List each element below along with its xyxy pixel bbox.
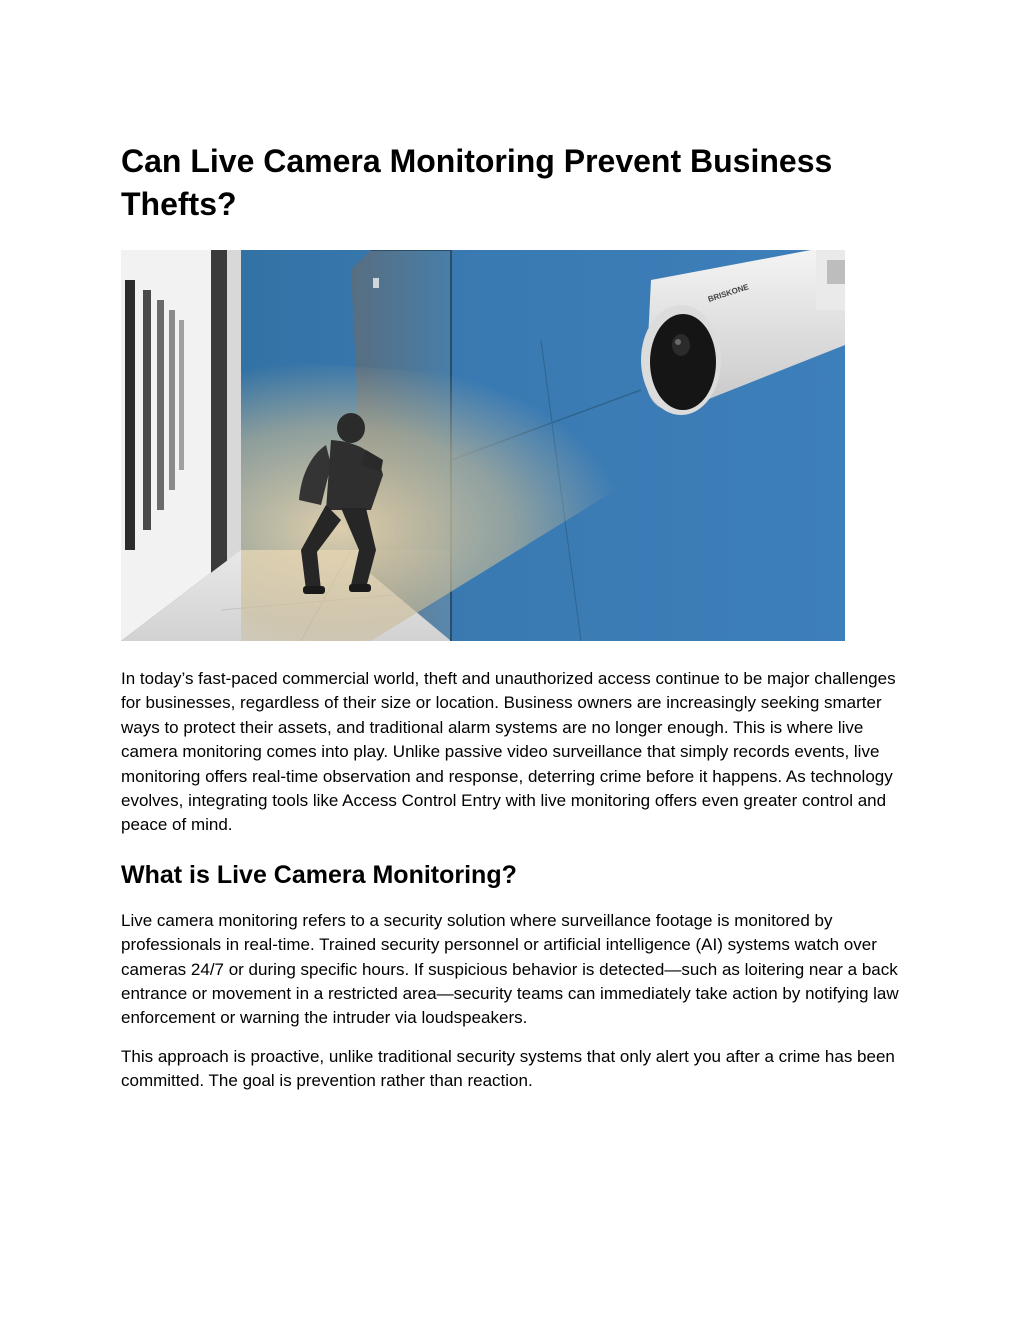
document-body <box>121 140 911 1094</box>
camera-brand-label: BRISKONE <box>706 282 750 304</box>
section-paragraph-2: This approach is proactive, unlike traditional security systems that only alert you after a crime has been committed. The goal is prevention rather than reaction. <box>121 1046 895 1091</box>
section-paragraph-1: Live camera monitoring refers to a security solution where surveillance footage is monitored by professionals in real-time. Trained security personnel or artificial intelligence (AI) systems watch over cameras 24/7 or during specific hours. If suspicious behavior is detected—such as loitering near a back entrance or movement in a restricted area—security teams can immediately take action by notifying law enforcement or warning the intruder via loudspeakers. <box>121 910 899 1028</box>
surveillance-illustration <box>121 250 845 641</box>
intro-paragraph: In today’s fast-paced commercial world, theft and unauthorized access continue to be major challenges for businesses, regardless of their size or location. Business owners are increasingly seeking smarter ways to protect their assets, and traditional alarm systems are no longer enough. This is where live camera monitoring comes into play. Unlike passive video surveillance that simply records events, live monitoring offers real-time observation and response, deterring crime before it happens. As technology evolves, integrating tools like Access Control Entry with live monitoring offers even greater control and peace of mind. <box>121 669 896 835</box>
section-heading: What is Live Camera Monitoring? <box>121 860 517 889</box>
hero-image <box>121 250 845 641</box>
door-latch <box>373 278 379 288</box>
page-title: Can Live Camera Monitoring Prevent Business Thefts? <box>121 143 833 222</box>
